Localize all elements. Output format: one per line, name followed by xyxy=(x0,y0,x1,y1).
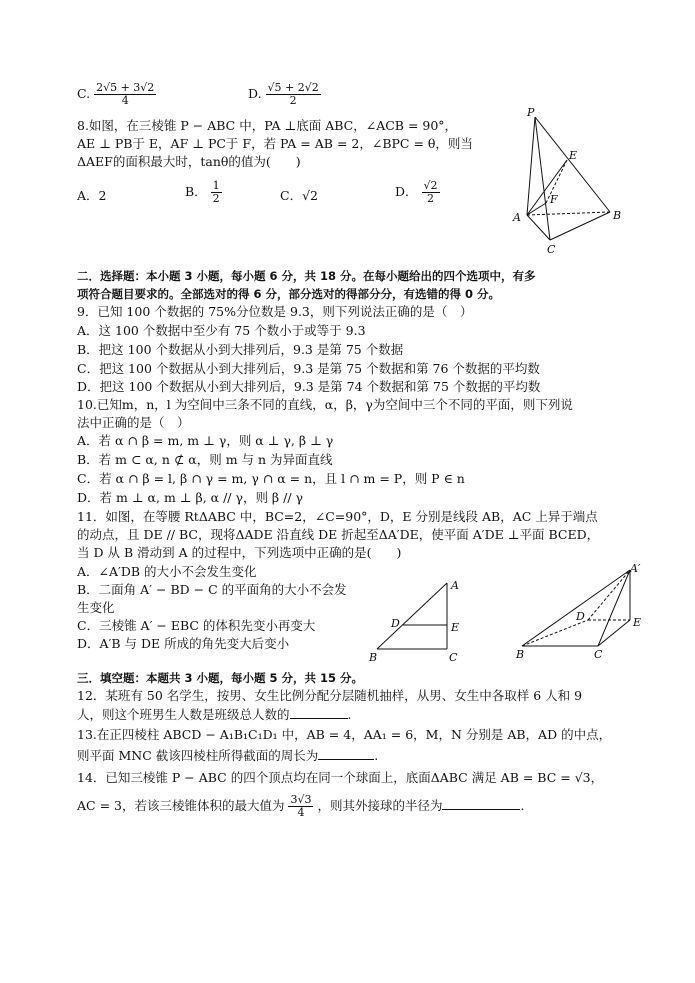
q11-line2: 的动点，且 DE // BC，现将ΔADE 沿直线 DE 折起至ΔA′DE，使平面 A′DE ⊥平面 BCED， xyxy=(77,527,600,542)
fig8-label-c: C xyxy=(547,243,556,255)
fig8-label-f: F xyxy=(550,193,558,206)
q8-line1: 8.如图，在三棱锥 P − ABC 中，PA ⊥底面 ABC，∠ACB = 90°， xyxy=(77,118,458,133)
fig8-label-e: E xyxy=(569,149,578,162)
q8-line2: AE ⊥ PB于 E，AF ⊥ PC于 F，若 PA = AB = 2，∠BPC = θ，则当 xyxy=(77,136,473,151)
q8-option-d: D． $\frac{√2}{2}$ xyxy=(395,179,438,205)
q13-answer-blank[interactable] xyxy=(318,747,374,760)
q14-line1: 14．已知三棱锥 P − ABC 的四个顶点均在同一个球面上，底面ΔABC 满足 AB = BC = √3， xyxy=(77,770,604,785)
q12-line2: 人，则这个班男生人数是班级总人数的 . xyxy=(77,707,352,722)
q9-option-d: D．把这 100 个数据从小到大排列后，9.3 是第 74 个数据和第 75 个数据的平均数 xyxy=(77,379,541,394)
option-d: D. $\frac{√5 + 2√2}{2}$ xyxy=(248,81,319,107)
q13-line2: 则平面 MNC 截该四棱柱所得截面的周长为 . xyxy=(77,748,379,763)
q9-stem: 9．已知 100 个数据的 75%分位数是 9.3，则下列说法正确的是（ ） xyxy=(77,304,473,319)
q8-tetrahedron-figure xyxy=(505,105,625,255)
q14-answer-blank[interactable] xyxy=(442,797,520,810)
q9-option-a: A．这 100 个数据中至少有 75 个数小于或等于 9.3 xyxy=(77,323,366,338)
q8-option-a: A．2 xyxy=(77,188,107,203)
q11-option-b-line2: 生变化 xyxy=(77,600,115,615)
q9-option-b: B．把这 100 个数据从小到大排列后，9.3 是第 75 个数据 xyxy=(77,342,404,357)
q10-line2: 法中正确的是（ ） xyxy=(77,415,190,430)
fig11a-label-c: C xyxy=(449,651,458,664)
fig11b-label-d: D xyxy=(576,610,585,623)
q12-answer-blank[interactable] xyxy=(290,706,348,719)
section2-heading-line2: 项符合题目要求的。全部选对的得 6 分，部分选对的得部分分，有选错的得 0 分。 xyxy=(77,287,501,301)
q12-line1: 12．某班有 50 名学生，按男、女生比例分配分层随机抽样，从男、女生中各取样 6 人和 9 xyxy=(77,688,583,703)
fig11a-label-b: B xyxy=(369,651,378,664)
fig11a-label-e: E xyxy=(451,621,460,634)
fig8-label-a: A xyxy=(513,211,521,224)
fig11a-label-d: D xyxy=(391,617,400,630)
q14-line2: AC = 3，若该三棱锥体积的最大值为 $\frac{3√3}{4}$ ，则其外接球的半径为 . xyxy=(77,793,525,819)
fig11b-label-b: B xyxy=(516,648,525,661)
q10-line1: 10.已知m，n，l 为空间中三条不同的直线，α，β，γ为空间中三个不同的平面，则下列说 xyxy=(77,397,573,412)
q8-line3: ΔAEF的面积最大时，tanθ的值为( ) xyxy=(77,154,301,169)
q13-line1: 13.在正四棱柱 ABCD − A₁B₁C₁D₁ 中，AB = 4，AA₁ = 6，M，N 分别是 AB，AD 的中点， xyxy=(77,727,612,742)
section2-heading-line1: 二．选择题：本小题 3 小题，每小题 6 分，共 18 分。在每小题给出的四个选项中，有多 xyxy=(77,269,536,283)
q11-option-b-line1: B．二面角 A′ − BD − C 的平面角的大小不会发 xyxy=(77,582,347,597)
option-d-fraction: $\frac{√5 + 2√2}{2}$ xyxy=(267,81,319,107)
fig11b-label-e: E xyxy=(633,616,642,629)
q14-fraction: $\frac{3√3}{4}$ xyxy=(290,793,312,819)
q10-option-b: B．若 m ⊂ α, n ⊄ α，则 m 与 n 为异面直线 xyxy=(77,452,333,467)
q11-triangle-figure xyxy=(365,575,465,665)
fig11b-label-a-prime: A′ xyxy=(630,562,641,575)
option-c-fraction: $\frac{2√5 + 3√2}{4}$ xyxy=(96,81,155,107)
q10-option-a: A．若 α ∩ β = m, m ⊥ γ，则 α ⊥ γ, β ⊥ γ xyxy=(77,433,334,448)
fig8-label-b: B xyxy=(613,209,622,222)
q11-option-a: A．∠A′DB 的大小不会发生变化 xyxy=(77,564,257,579)
q11-folded-figure xyxy=(512,562,647,664)
section3-heading: 三．填空题：本题共 3 小题，每小题 5 分，共 15 分。 xyxy=(77,671,364,685)
q11-line1: 11．如图，在等腰 RtΔABC 中，BC=2，∠C=90°，D，E 分别是线段 AB，AC 上异于端点 xyxy=(77,509,598,524)
q9-option-c: C．把这 100 个数据从小到大排列后，9.3 是第 75 个数据和第 76 个数据的平均数 xyxy=(77,361,540,376)
fig11b-label-c: C xyxy=(594,648,603,661)
q10-option-d: D．若 m ⊥ α, m ⊥ β, α // γ，则 β // γ xyxy=(77,490,303,505)
q11-option-d: D．A′B 与 DE 所成的角先变大后变小 xyxy=(77,636,290,651)
q11-option-c: C．三棱锥 A′ − EBC 的体积先变小再变大 xyxy=(77,618,316,633)
q10-option-c: C．若 α ∩ β = l, β ∩ γ = m, γ ∩ α = n，且 l ∩ m = P，则 P ∈ n xyxy=(77,471,465,486)
q11-line3: 当 D 从 B 滑动到 A 的过程中，下列选项中正确的是( ) xyxy=(77,545,402,560)
option-c: C. $\frac{2√5 + 3√2}{4}$ xyxy=(77,81,155,107)
fig11a-label-a: A xyxy=(451,579,459,592)
fig8-label-p: P xyxy=(527,106,535,119)
q8-option-c: C．√2 xyxy=(280,188,318,203)
q8-option-b: B． $\frac{1}{2}$ xyxy=(185,179,220,205)
